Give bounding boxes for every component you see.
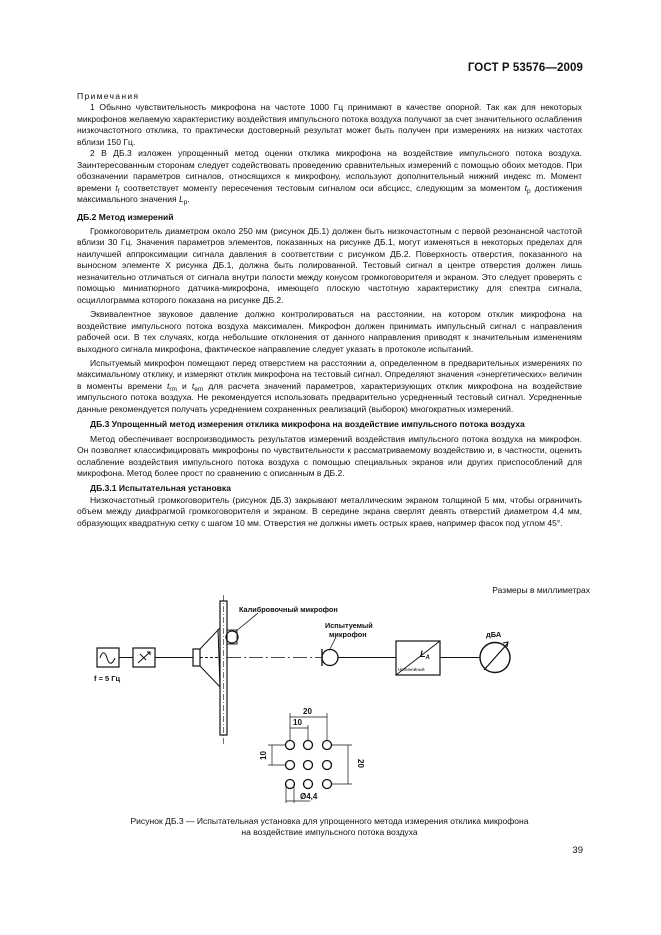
sine-wave-icon [100, 653, 115, 664]
label-frequency: f = 5 Гц [94, 674, 121, 683]
heading-db3: ДБ.3 Упрощенный метод измерения отклика микрофона на воздействие импульсного потока воздуха [90, 419, 525, 430]
dim-20-right: 20 [356, 759, 365, 768]
hole [304, 761, 313, 770]
calibration-microphone [226, 631, 238, 643]
dim-10-top: 10 [293, 718, 302, 727]
hole [323, 741, 332, 750]
hole [304, 741, 313, 750]
dim-10-left: 10 [259, 751, 268, 760]
heading-db3-1: ДБ.3.1 Испытательная установка [90, 482, 231, 493]
dim-20-top: 20 [303, 707, 312, 716]
dimension-lines [268, 713, 352, 803]
speaker-magnet [193, 649, 200, 666]
note-2: 2 В ДБ.3 изложен упрощенный метод оценки отклика микрофона на воздействие импульсного потока воздуха. Заинтересованным сторонам следует содействовать проведению сравнительных измерений с помощью обоих методов. При обозначении параметров сигналов, относящихся к микрофону, используют дополнительный нижний индекс m. Момент времени $t_f$ соответствует моменту пересечения тестовым сигналом оси абсцисс, следующим за моментом $t_p$ достижения максимального значения $L_p$. [77, 148, 583, 207]
label-la: $L_A$ [420, 649, 430, 661]
hole [286, 761, 295, 770]
test-setup-diagram [90, 585, 590, 817]
hole [286, 741, 295, 750]
notes-title: Примечания [77, 91, 140, 101]
db2-paragraph-1: Громкоговоритель диаметром около 250 мм (рисунок ДБ.1) должен быть низкочастотным с первой резонансной частотой вблизи 30 Гц. Значения параметров элементов, показанных на рисунке ДБ.1, могут изменяться в некоторых пределах для наилучшей аппроксимации сигнала давления в соответствии с рисунком ДБ.2. Поверхность отверстия, показанного на выносном элементе X рисунка ДБ.1, должна быть полированной. Тестовый сигнал в центре отверстия должен лишь незначительно отличаться от сигнала внутри полости между конусом громкоговорителя и экраном. Это следует проверять с помощью миниатюрного датчика-микрофона, имеющего плоскую частотную характеристику для спектра сигнала, осциллограмма которого показана на рисунке ДБ.2. [77, 225, 582, 305]
label-test-mic-line2: микрофон [329, 630, 367, 639]
db3-paragraph-1: Метод обеспечивает воспроизводимость результатов измерений воздействия импульсного потока воздуха на микрофон. Он позволяет классифицировать микрофоны по чувствительности к рассматриваемому воздействию и, в частности, оценить ослабление воздействия импульсного потока воздуха с помощью специальных экранов или других приспособлений для микрофона. Метод более прост по сравнению с описанным в ДБ.2. [77, 433, 582, 479]
hole [323, 761, 332, 770]
label-test-mic-line1: Испытуемый [325, 621, 373, 630]
main-text [77, 91, 582, 529]
test-microphone [322, 650, 338, 666]
db2-paragraph-2: Эквивалентное звуковое давление должно контролироваться на расстоянии, на котором отклик микрофона на воздействие импульсного потока воздуха максимален. Микрофон должен принимать импульсный сигнал с направления рабочей оси. В тех случаях, когда небольшие отклонения от данного направления приводят к значительным изменениям выходного сигнала микрофона, фактическое направление следует указать в протоколе испытаний. [77, 309, 582, 354]
note-1: 1 Обычно чувствительность микрофона на частоте 1000 Гц принимают в качестве опорной. Так как для некоторых микрофонов желаемую характеристику воздействия импульсного потока воздуха получают за счет значительного ослабления низкочастотного отклика, то практически достоверный результат может быть получен при измерениях на низких частотах вблизи 150 Гц. [77, 102, 582, 147]
label-nonlinear: Нелинейный [398, 667, 425, 672]
caption-line-1: Рисунок ДБ.3 — Испытательная установка для упрощенного метода измерения отклика микрофона [130, 816, 529, 826]
dimensions-note: Размеры в миллиметрах [492, 585, 590, 595]
hole [286, 780, 295, 789]
page-number: 39 [572, 845, 583, 856]
db2-paragraph-3: Испытуемый микрофон помещают перед отверстием на расстоянии a, определенном в предварительных измерениях по максимальному отклику, и измеряют отклик микрофона на тестовый сигнал. Определяют значения «энергетических» величин в моменты времени $t_{rm}$ и $t_{em}$ для расчета значений параметров, характеризующих отклик микрофона на воздействие импульсного потока воздуха. Не рекомендуется использовать предварительно усредненный тестовый сигнал. Усредненные данные рекомендуется получать усреднением сохраненных реализаций (выборок) многократных измерений. [77, 357, 583, 414]
label-dba: дБА [486, 630, 502, 639]
db3-paragraph-2: Низкочастотный громкоговоритель (рисунок ДБ.3) закрывают металлическим экраном толщиной 5 мм, чтобы ограничить объем между диафрагмой громкоговорителя и экраном. В середине экрана сверлят девять отверстий диаметром 4,4 мм, образующих квадратную сетку с шагом 10 мм. Отверстия не должны иметь острых краев, например фасок под углом 45°. [77, 494, 582, 528]
heading-db2: ДБ.2 Метод измерений [77, 211, 174, 222]
caption-line-2: на воздействие импульсного потока воздуха [241, 827, 418, 838]
amplifier-icon [138, 652, 150, 663]
label-calibration-mic: Калибровочный микрофон [239, 605, 338, 614]
figure-db3 [90, 585, 590, 817]
hole [304, 780, 313, 789]
figure-caption [77, 816, 582, 839]
dim-diameter: Ø4,4 [300, 792, 318, 801]
hole-grid [286, 741, 332, 789]
doc-number: ГОСТ Р 53576—2009 [467, 62, 583, 74]
hole [323, 780, 332, 789]
